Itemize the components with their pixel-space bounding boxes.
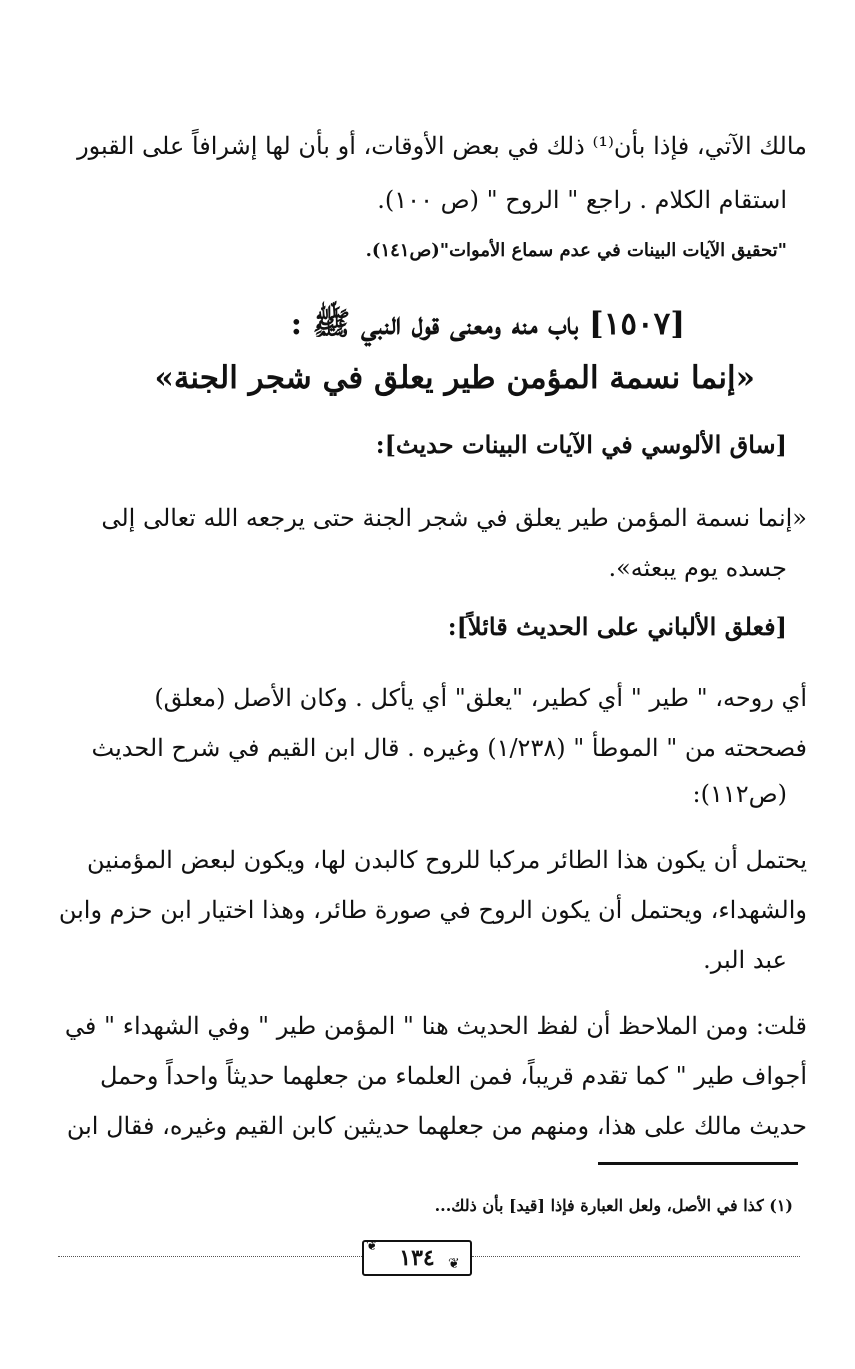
section-label-albani: [فعلق الألباني على الحديث قائلاً]: — [447, 612, 787, 641]
text-line-1: مالك الآتي، فإذا بأن⁽¹⁾ ذلك في بعض الأوقات، أو بأن لها إشرافاً على القبور — [77, 132, 807, 160]
chapter-subheading: «إنما نسمة المؤمن طير يعلق في شجر الجنة» — [154, 360, 755, 396]
ornament-icon: ❦ — [366, 1238, 378, 1254]
section-label-alusi: [ساق الألوسي في الآيات البينات حديث]: — [375, 430, 787, 459]
hadith-line-1: «إنما نسمة المؤمن طير يعلق في شجر الجنة حتى يرجعه الله تعالى إلى — [101, 504, 807, 532]
quote-line-1: يحتمل أن يكون هذا الطائر مركبا للروح كالبدن لها، ويكون لبعض المؤمنين — [86, 846, 807, 874]
commentary-line-1: أي روحه، " طير " أي كطير، "يعلق" أي يأكل . وكان الأصل (معلق) — [154, 684, 807, 712]
footnote-separator — [598, 1162, 798, 1165]
page-number: ١٣٤ — [399, 1245, 435, 1271]
ornament-icon: ❦ — [448, 1256, 460, 1272]
commentary-line-2: فصححته من " الموطأ " (١/٢٣٨) وغيره . قال ابن القيم في شرح الحديث — [91, 734, 807, 762]
commentary-line-3: (ص١١٢): — [692, 780, 787, 808]
quote-line-3: عبد البر. — [703, 946, 787, 974]
chapter-heading: [١٥٠٧] باب منه ومعنى قول النبي ﷺ : — [290, 306, 685, 342]
footer-dotted-line-right — [472, 1256, 800, 1257]
footer-dotted-line-left — [58, 1256, 362, 1257]
note-line-3: حديث مالك على هذا، ومنهم من جعلهما حديثين كابن القيم وغيره، فقال ابن — [66, 1112, 807, 1140]
footnote-text: (١) كذا في الأصل، ولعل العبارة فإذا [قيد] بأن ذلك... — [434, 1196, 793, 1215]
text-line-2: استقام الكلام . راجع " الروح " (ص ١٠٠). — [377, 186, 787, 214]
hadith-line-2: جسده يوم يبعثه». — [608, 554, 787, 582]
quote-line-2: والشهداء، ويحتمل أن يكون الروح في صورة طائر، وهذا اختيار ابن حزم وابن — [58, 896, 807, 924]
citation-line: "تحقيق الآيات البينات في عدم سماع الأموات"(ص١٤١). — [365, 240, 787, 261]
note-line-1: قلت: ومن الملاحظ أن لفظ الحديث هنا " المؤمن طير " وفي الشهداء " في — [64, 1012, 807, 1040]
note-line-2: أجواف طير " كما تقدم قريباً، فمن العلماء من جعلهما حديثاً واحداً وحمل — [99, 1062, 807, 1090]
